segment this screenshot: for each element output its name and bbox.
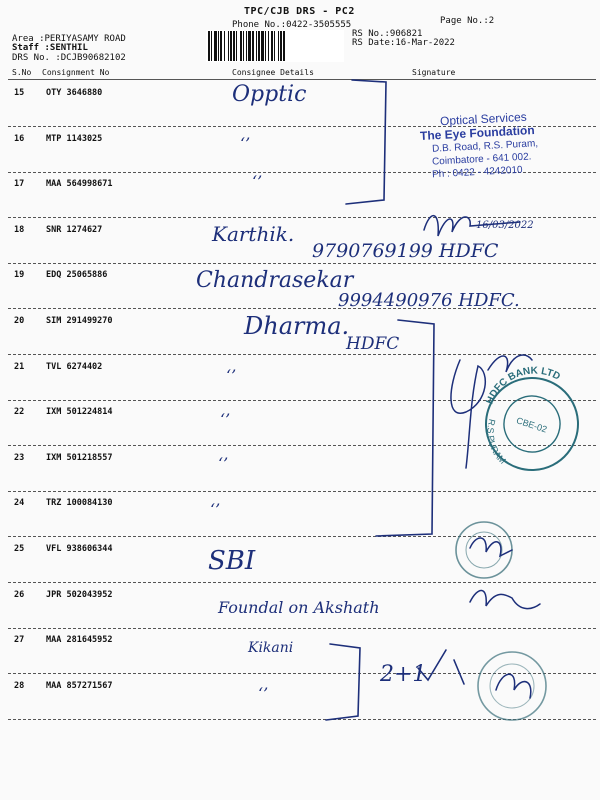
row-consignment-number: SIM 291499270: [46, 316, 113, 326]
sheet-title: TPC/CJB DRS - PC2: [244, 6, 355, 17]
staff-label: Staff :SENTHIL: [12, 43, 88, 53]
row-sno: 15: [14, 88, 25, 98]
seal-text-top: HDFC BANK LTD: [484, 365, 562, 406]
drs-number: DRS No. :DCJB90682102: [12, 53, 126, 63]
handwritten-count-27: 2+1: [380, 662, 427, 687]
row-separator: [8, 400, 596, 401]
row-sno: 26: [14, 589, 25, 600]
row-consignment-number: EDQ 25065886: [46, 270, 108, 281]
handwritten-date-18: 16/03/2022: [476, 220, 534, 231]
row-sno: 17: [14, 179, 25, 190]
row-separator: [8, 491, 596, 492]
row-sno: 25: [14, 544, 25, 554]
stamp-optical-line3: D.B. Road, R.S. Puram,: [431, 138, 539, 155]
handwritten-bank-20: HDFC: [346, 334, 400, 354]
seal-text-bottom: R.S.PURAM: [485, 418, 508, 466]
row-consignment-number: MAA 857271567: [46, 680, 113, 691]
handwritten-note-21: ‘’: [226, 366, 237, 385]
row-consignment-number: TRZ 100084130: [46, 498, 113, 509]
row-separator: [8, 263, 596, 264]
handwritten-phone-18: 9790769199 HDFC: [312, 240, 499, 262]
handwritten-note-23: ‘’: [218, 454, 229, 473]
row-consignment-number: IXM 501218557: [46, 452, 113, 463]
row-sno: 20: [14, 316, 25, 326]
column-sno: S.No: [12, 68, 32, 77]
row-consignment-number: JPR 502043952: [46, 589, 113, 600]
page-number: Page No.:2: [440, 16, 495, 26]
row-consignment-number: OTY 3646880: [46, 88, 103, 98]
row-consignment-number: VFL 938606344: [46, 544, 113, 554]
row-separator: [8, 536, 596, 537]
header-rule: [8, 79, 596, 80]
stamp-optical-line2: The Eye Foundation: [419, 123, 535, 143]
row-sno: 21: [14, 361, 25, 372]
row-sno: 18: [14, 224, 25, 235]
barcode-icon: [206, 30, 344, 62]
handwritten-note-25: SBI: [208, 546, 256, 576]
row-sno: 19: [14, 270, 25, 281]
stamp-optical-line5: Ph : 0422 - 4242010: [431, 164, 523, 181]
row-sno: 28: [14, 680, 25, 691]
row-sno: 27: [14, 635, 25, 646]
column-consignment: Consignment No: [42, 68, 110, 77]
handwritten-note-15: Opptic: [232, 82, 307, 107]
handwritten-note-20: Dharma.: [244, 312, 350, 340]
row-separator: [8, 628, 596, 629]
row-separator: [8, 217, 596, 218]
column-signature: Signature: [412, 68, 456, 77]
row-consignment-number: TVL 6274402: [46, 361, 103, 372]
stamp-optical-line1: Optical Services: [439, 109, 528, 129]
handwritten-phone-19: 9994490976 HDFC.: [338, 290, 520, 311]
handwritten-note-24: ‘’: [210, 500, 221, 519]
row-sno: 22: [14, 407, 25, 418]
rs-date: RS Date:16-Mar-2022: [352, 38, 455, 48]
handwritten-note-27: Kikani: [248, 640, 294, 656]
handwritten-note-26: Foundal on Akshath: [218, 598, 380, 617]
row-sno: 16: [14, 133, 25, 144]
phone-number: Phone No.:0422-3505555: [232, 20, 352, 30]
svg-text:HDFC BANK LTD: [484, 352, 562, 423]
stamp-optical-line4: Coimbatore - 641 002.: [431, 151, 532, 168]
row-consignment-number: MTP 1143025: [46, 133, 103, 144]
row-consignment-number: IXM 501224814: [46, 407, 113, 418]
row-separator: [8, 719, 596, 720]
row-separator: [8, 673, 596, 674]
row-sno: 24: [14, 498, 25, 509]
area-label: Area :PERIYASAMY ROAD: [12, 34, 126, 44]
seal-code: CBE-02: [515, 415, 549, 435]
row-separator: [8, 445, 596, 446]
row-separator: [8, 354, 596, 355]
row-sno: 23: [14, 452, 25, 463]
handwritten-note-22: ‘’: [220, 410, 231, 429]
row-separator: [8, 582, 596, 583]
handwritten-note-16: ‘’: [240, 134, 251, 153]
row-consignment-number: MAA 564998671: [46, 179, 113, 190]
handwritten-note-28: ‘’: [258, 684, 269, 703]
rs-number: RS No.:906821: [352, 29, 423, 39]
handwritten-note-18: Karthik.: [212, 222, 295, 246]
row-consignment-number: MAA 281645952: [46, 635, 113, 646]
handwritten-note-17: ‘’: [252, 172, 263, 191]
row-consignment-number: SNR 1274627: [46, 224, 103, 235]
column-consignee: Consignee Details: [232, 68, 314, 77]
svg-text:R.S.PURAM: [475, 417, 518, 467]
handwritten-note-19: Chandrasekar: [196, 268, 354, 293]
